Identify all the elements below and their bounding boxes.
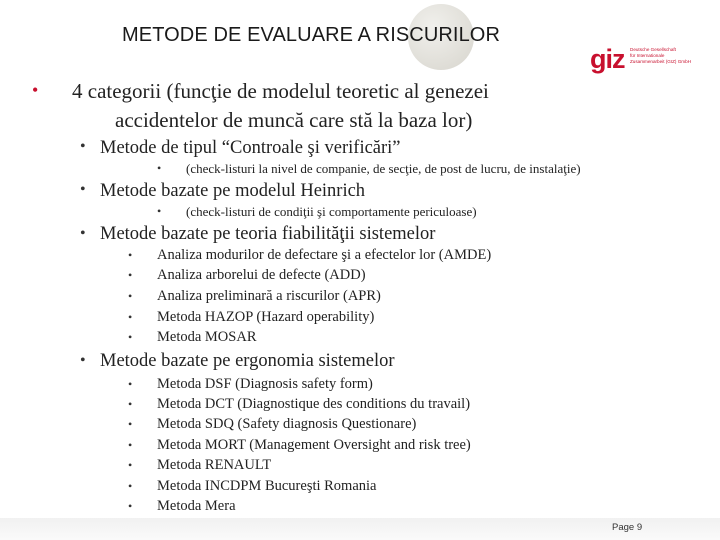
category-bullet-marker: •: [80, 352, 86, 369]
category-item: (check-listuri la nivel de companie, de secţie, de post de lucru, de instalaţie): [186, 161, 581, 176]
category-label: Metode bazate pe modelul Heinrich: [100, 181, 366, 201]
category-label: Metode bazate pe teoria fiabilităţii sistemelor: [100, 224, 436, 244]
item-bullet-marker: •: [128, 310, 133, 324]
item-bullet-marker: •: [128, 397, 133, 411]
category-bullet-marker: •: [80, 138, 86, 155]
main-bullet-line1: 4 categorii (funcţie de modelul teoretic al genezei: [72, 79, 489, 103]
item-bullet-marker: •: [157, 204, 162, 218]
category-item: Metoda INCDPM Bucureşti Romania: [157, 478, 377, 494]
main-bullet-marker: •: [32, 80, 39, 100]
giz-logo-mark: giz: [590, 44, 625, 74]
item-bullet-marker: •: [128, 479, 133, 493]
category-item: (check-listuri de condiţii şi comportamente periculoase): [186, 204, 477, 219]
category-item: Metoda MORT (Management Oversight and risk tree): [157, 437, 471, 453]
category-bullet-marker: •: [80, 225, 86, 242]
item-bullet-marker: •: [128, 289, 133, 303]
item-bullet-marker: •: [157, 161, 162, 175]
item-bullet-marker: •: [128, 248, 133, 262]
category-label: Metode de tipul “Controale şi verificări”: [100, 138, 401, 158]
category-item: Metoda DSF (Diagnosis safety form): [157, 376, 373, 392]
category-item: Metoda MOSAR: [157, 329, 257, 345]
category-item: Metoda DCT (Diagnostique des conditions du travail): [157, 396, 471, 412]
item-bullet-marker: •: [128, 499, 133, 513]
item-bullet-marker: •: [128, 330, 133, 344]
item-bullet-marker: •: [128, 438, 133, 452]
giz-logo: [590, 44, 700, 76]
item-bullet-marker: •: [128, 417, 133, 431]
main-bullet-line2: accidentelor de muncă care stă la baza lor): [115, 108, 473, 132]
category-bullet-marker: •: [80, 181, 86, 198]
category-label: Metode bazate pe ergonomia sistemelor: [100, 351, 395, 371]
page-number: Page 9: [612, 522, 643, 533]
category-item: Metoda HAZOP (Hazard operability): [157, 309, 375, 325]
category-item: Analiza preliminară a riscurilor (APR): [157, 288, 381, 304]
category-item: Analiza arborelui de defecte (ADD): [157, 267, 366, 283]
category-item: Analiza modurilor de defectare şi a efectelor lor (AMDE): [157, 247, 492, 263]
item-bullet-marker: •: [128, 377, 133, 391]
category-item: Metoda SDQ (Safety diagnosis Questionare): [157, 416, 417, 432]
page-title: METODE DE EVALUARE A RISCURILOR: [122, 24, 501, 46]
item-bullet-marker: •: [128, 458, 133, 472]
category-item: Metoda Mera: [157, 498, 236, 514]
item-bullet-marker: •: [128, 268, 133, 282]
giz-logo-subtext: Deutsche Gesellschaft für Internationale Zusammenarbeit (GIZ) GmbH: [630, 47, 692, 64]
category-item: Metoda RENAULT: [157, 457, 272, 473]
